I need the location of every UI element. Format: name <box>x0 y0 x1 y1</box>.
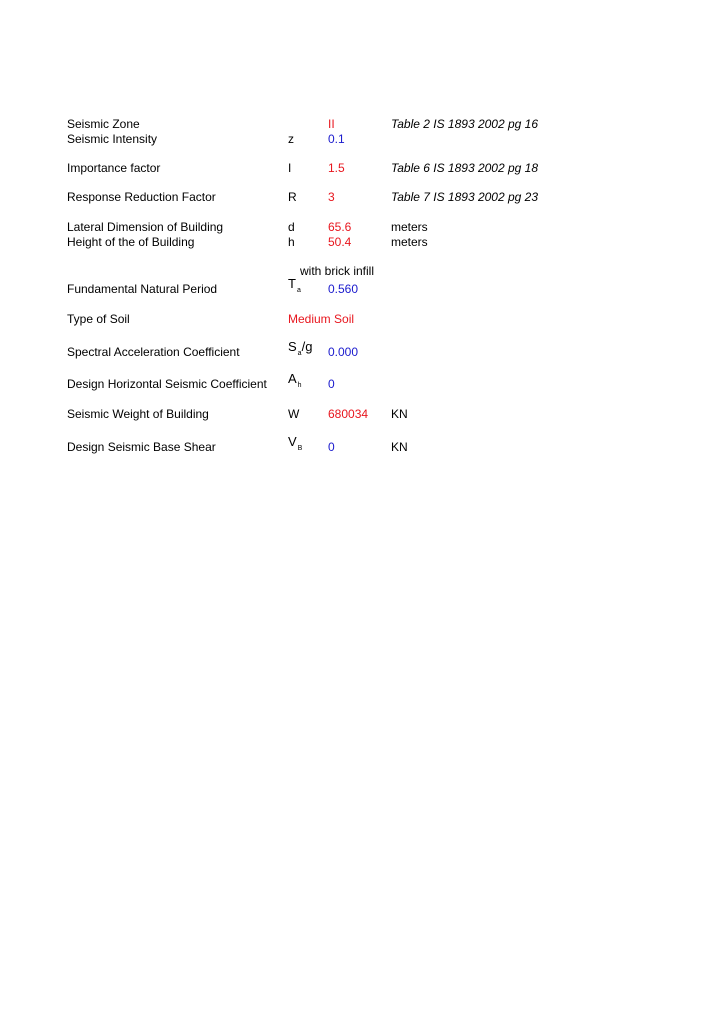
soil-type-value: Medium Soil <box>288 312 355 326</box>
row-lateral-dimension <box>0 219 728 235</box>
lateral-dimension-label: Lateral Dimension of Building <box>67 220 224 234</box>
importance-factor-label: Importance factor <box>67 161 161 175</box>
horizontal-coefficient-label: Design Horizontal Seismic Coefficient <box>67 377 267 391</box>
natural-period-label: Fundamental Natural Period <box>67 282 218 296</box>
natural-period-symbol: $T_a$ <box>288 276 301 294</box>
importance-factor-symbol: I <box>288 161 292 175</box>
row-horizontal-coefficient <box>0 371 728 392</box>
spectral-acceleration-label: Spectral Acceleration Coefficient <box>67 345 240 359</box>
height-symbol: h <box>288 235 295 249</box>
seismic-zone-value: II <box>328 117 335 131</box>
importance-factor-value: 1.5 <box>328 161 345 175</box>
seismic-weight-unit: KN <box>391 407 408 421</box>
row-infill-note <box>0 263 728 279</box>
importance-factor-reference: Table 6 IS 1893 2002 pg 18 <box>391 161 539 175</box>
response-reduction-value: 3 <box>328 190 335 204</box>
base-shear-label: Design Seismic Base Shear <box>67 440 216 454</box>
spectral-acceleration-symbol: $S_a/g$ <box>288 339 313 357</box>
response-reduction-reference: Table 7 IS 1893 2002 pg 23 <box>391 190 539 204</box>
horizontal-coefficient-value: 0 <box>328 377 335 391</box>
seismic-zone-reference: Table 2 IS 1893 2002 pg 16 <box>391 117 539 131</box>
row-seismic-weight <box>0 406 728 422</box>
spectral-acceleration-value: 0.000 <box>328 345 359 359</box>
height-unit: meters <box>391 235 428 249</box>
seismic-zone-label: Seismic Zone <box>67 117 140 131</box>
seismic-weight-symbol: W <box>288 407 300 421</box>
seismic-weight-value: 680034 <box>328 407 369 421</box>
row-seismic-intensity <box>0 131 728 147</box>
lateral-dimension-unit: meters <box>391 220 428 234</box>
row-base-shear <box>0 434 728 455</box>
lateral-dimension-value: 65.6 <box>328 220 352 234</box>
lateral-dimension-symbol: d <box>288 220 295 234</box>
row-importance-factor <box>0 160 728 176</box>
natural-period-value: 0.560 <box>328 282 359 296</box>
seismic-intensity-label: Seismic Intensity <box>67 132 158 146</box>
row-soil-type <box>0 311 728 327</box>
response-reduction-label: Response Reduction Factor <box>67 190 216 204</box>
row-spectral-acceleration <box>0 339 728 360</box>
seismic-intensity-value: 0.1 <box>328 132 345 146</box>
base-shear-value: 0 <box>328 440 335 454</box>
row-natural-period <box>0 276 728 297</box>
infill-note: with brick infill <box>300 264 375 278</box>
row-seismic-zone <box>0 116 728 132</box>
row-height <box>0 234 728 250</box>
horizontal-coefficient-symbol: $A_h$ <box>288 371 302 389</box>
seismic-intensity-symbol: z <box>288 132 294 146</box>
seismic-weight-label: Seismic Weight of Building <box>67 407 209 421</box>
response-reduction-symbol: R <box>288 190 297 204</box>
base-shear-symbol: $V_B$ <box>288 434 303 452</box>
base-shear-unit: KN <box>391 440 408 454</box>
height-value: 50.4 <box>328 235 352 249</box>
soil-type-label: Type of Soil <box>67 312 130 326</box>
row-response-reduction <box>0 189 728 205</box>
height-label: Height of the of Building <box>67 235 195 249</box>
